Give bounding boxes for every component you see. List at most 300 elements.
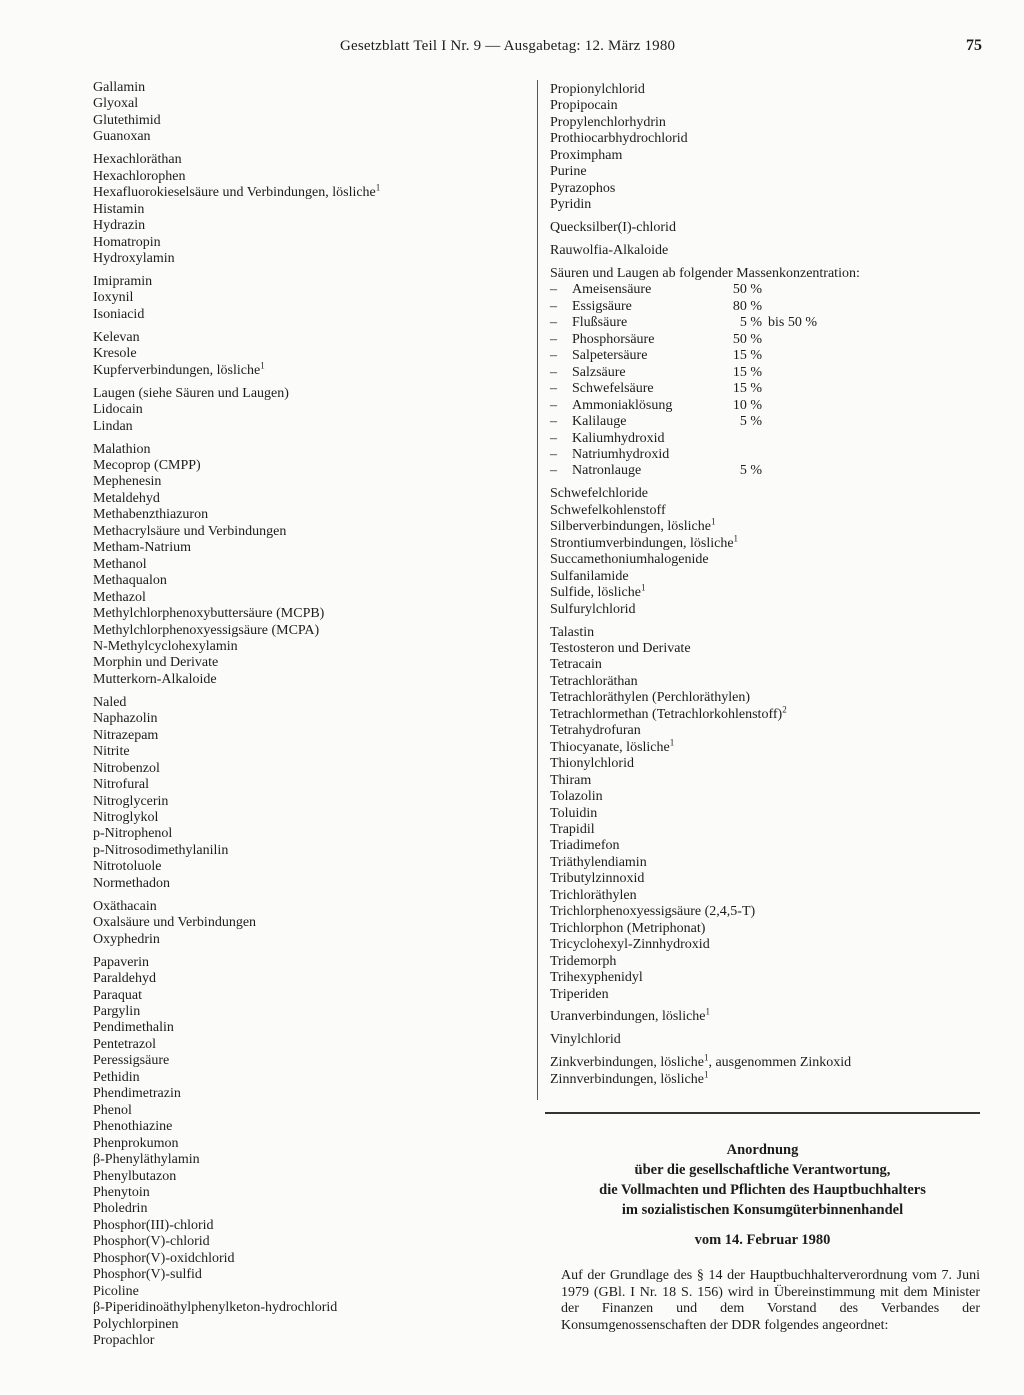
substance-group — [93, 695, 533, 892]
substance-entry — [93, 235, 533, 251]
substance-entry — [550, 181, 980, 197]
substance-name: Tolazolin — [550, 789, 603, 805]
substance-entry — [550, 987, 980, 1003]
substance-name: Paraquat — [93, 987, 142, 1003]
substance-group — [550, 1032, 980, 1048]
acid-concentration: 15 % — [732, 381, 762, 397]
substance-name: Tricyclohexyl-Zinnhydroxid — [550, 937, 710, 953]
substance-name: Silberverbindungen, lösliche — [550, 519, 711, 535]
substance-entry — [93, 843, 533, 859]
substance-entry — [550, 98, 980, 114]
footnote-marker: 1 — [260, 360, 265, 371]
substance-entry — [550, 516, 980, 535]
substance-entry — [93, 899, 533, 915]
substance-group — [93, 899, 533, 948]
header-title: Gesetzblatt Teil I Nr. 9 — Ausgabetag: 12. März 1980 — [340, 38, 676, 54]
substance-name: Phosphor(V)-chlorid — [93, 1234, 210, 1250]
anordnung-title-line: die Vollmachten und Pflichten des Hauptbuchhalters — [599, 1182, 926, 1198]
substance-group — [550, 220, 980, 236]
acid-row — [550, 282, 980, 298]
acid-dash: – — [550, 447, 557, 463]
acid-name: Kalilauge — [572, 414, 627, 430]
substance-name: Triäthylendiamin — [550, 854, 647, 870]
substance-name: β-Phenyläthylamin — [93, 1152, 200, 1168]
anordnung-title — [545, 1140, 980, 1220]
substance-entry — [93, 1317, 533, 1333]
acid-name: Natronlauge — [572, 463, 642, 479]
acid-row — [550, 365, 980, 381]
acid-concentration: 5 % — [739, 414, 762, 430]
substance-name: Oxäthacain — [93, 898, 157, 914]
acid-name: Natriumhydroxid — [572, 447, 670, 463]
substance-name: Phosphor(V)-sulfid — [93, 1267, 202, 1283]
substance-entry — [550, 806, 980, 822]
substance-entry — [93, 695, 533, 711]
substance-name: Glutethimid — [93, 112, 161, 128]
substance-name: Gallamin — [93, 80, 146, 95]
acid-intro: Säuren und Laugen ab folgender Massenkonzentration: — [550, 266, 860, 282]
acid-dash: – — [550, 282, 557, 298]
substance-entry — [550, 674, 980, 690]
substance-entry — [550, 657, 980, 673]
acid-row — [550, 315, 980, 331]
acid-row — [550, 332, 980, 348]
substance-entry — [550, 602, 980, 618]
substance-name: Schwefelkohlenstoff — [550, 502, 666, 518]
substance-entry — [93, 1037, 533, 1053]
acid-row — [550, 348, 980, 364]
substance-name: Phenytoin — [93, 1185, 150, 1200]
substance-name: Kupferverbindungen, lösliche — [93, 362, 261, 378]
substance-name: Mecoprop (CMPP) — [93, 458, 201, 474]
substance-group — [93, 152, 533, 267]
substance-entry — [93, 290, 533, 306]
substance-name: Hexachlorophen — [93, 168, 186, 184]
substance-entry — [550, 625, 980, 641]
substance-name: Pyridin — [550, 197, 592, 213]
acid-rows — [550, 282, 980, 479]
substance-name: Trichlorphenoxyessigsäure (2,4,5-T) — [550, 904, 756, 920]
page-header — [0, 38, 1024, 68]
substance-name: Phenothiazine — [93, 1119, 173, 1135]
substance-name: Oxyphedrin — [93, 931, 160, 947]
substance-name: Nitrite — [93, 744, 130, 760]
footnote-marker: 1 — [710, 516, 716, 527]
substance-entry — [550, 220, 980, 236]
acid-concentration — [722, 431, 762, 447]
anordnung-title-line: Anordnung — [726, 1142, 799, 1158]
substance-entry — [93, 524, 533, 540]
substance-name: Uranverbindungen, lösliche — [550, 1009, 706, 1025]
footnote-marker: 1 — [705, 1006, 711, 1017]
substance-entry — [93, 876, 533, 892]
substance-name: Naphazolin — [93, 711, 158, 727]
substance-entry — [93, 859, 533, 875]
substance-entry — [550, 641, 980, 657]
substance-entry — [93, 655, 533, 671]
substance-name: Kelevan — [93, 329, 140, 345]
substance-name: Phosphor(III)-chlorid — [93, 1217, 214, 1233]
substance-name: Methazol — [93, 589, 146, 605]
substance-entry — [550, 970, 980, 986]
substance-entry — [550, 690, 980, 706]
acid-row — [550, 447, 980, 463]
substance-group — [550, 486, 980, 618]
substance-entry — [93, 1152, 533, 1168]
substance-name: Morphin und Derivate — [93, 655, 219, 671]
substance-name: Tetrahydrofuran — [550, 723, 641, 739]
substance-entry — [550, 773, 980, 789]
substance-name: Papaverin — [93, 954, 149, 970]
footnote-marker: 1 — [733, 533, 739, 544]
substance-group — [550, 1052, 980, 1088]
acid-name: Ameisensäure — [572, 282, 652, 298]
substance-entry — [93, 540, 533, 556]
acid-name: Phosphorsäure — [572, 331, 655, 347]
acid-concentration-upper: bis 50 % — [768, 315, 817, 331]
acid-row — [550, 431, 980, 447]
substance-entry — [93, 474, 533, 490]
acid-concentration: 15 % — [732, 364, 762, 380]
acid-row — [550, 299, 980, 315]
acid-name: Salzsäure — [572, 364, 626, 380]
substance-entry — [93, 202, 533, 218]
substance-name: Tetrachloräthan — [550, 673, 638, 689]
substance-name: Phendimetrazin — [93, 1086, 181, 1102]
substance-name: Tetracain — [550, 657, 602, 673]
substance-entry — [93, 419, 533, 435]
substance-name: Trichlorphon (Metriphonat) — [550, 920, 706, 936]
acid-dash: – — [550, 381, 557, 397]
substance-entry — [550, 131, 980, 147]
substance-entry — [93, 1020, 533, 1036]
substance-entry — [93, 1201, 533, 1217]
substance-name: Picoline — [93, 1283, 139, 1299]
substance-name: Paraldehyd — [93, 971, 156, 987]
footnote-marker: 1 — [669, 737, 675, 748]
substance-entry — [550, 954, 980, 970]
substance-name: Phenprokumon — [93, 1135, 179, 1151]
substance-entry — [93, 1218, 533, 1234]
substance-name: Strontiumverbindungen, lösliche — [550, 535, 734, 551]
substance-name: β-Piperidinoäthylphenylketon-hydrochlorid — [93, 1300, 338, 1316]
acid-dash: – — [550, 414, 557, 430]
acid-row — [550, 398, 980, 414]
anordnung-heading — [545, 1140, 980, 1250]
substance-entry — [550, 756, 980, 772]
substance-name: Quecksilber(I)-chlorid — [550, 220, 676, 236]
substance-name: Testosteron und Derivate — [550, 641, 691, 656]
substance-name: Vinylchlorid — [550, 1032, 621, 1048]
substance-entry — [93, 606, 533, 622]
substance-group — [550, 1006, 980, 1025]
substance-group — [93, 330, 533, 379]
substance-group — [550, 243, 980, 259]
substance-name: Zinnverbindungen, lösliche — [550, 1071, 704, 1087]
acid-name: Schwefelsäure — [572, 381, 654, 397]
substance-entry — [93, 955, 533, 971]
anordnung-title-line: über die gesellschaftliche Verantwortung, — [634, 1162, 891, 1178]
substance-group — [93, 386, 533, 435]
substance-entry — [93, 810, 533, 826]
substance-name: Polychlorpinen — [93, 1316, 179, 1332]
substance-entry — [550, 1032, 980, 1048]
substance-entry — [93, 182, 533, 201]
substance-name: Nitroglycerin — [93, 793, 169, 809]
substance-name: Glyoxal — [93, 96, 139, 112]
acid-row — [550, 463, 980, 479]
acid-concentration: 80 % — [732, 298, 762, 314]
substance-entry — [550, 1052, 980, 1071]
substance-name: Pentetrazol — [93, 1036, 156, 1052]
substance-entry — [93, 129, 533, 145]
substance-name: N-Methylcyclohexylamin — [93, 639, 238, 654]
acid-name: Kaliumhydroxid — [572, 430, 665, 446]
substance-name: p-Nitrosodimethylanilin — [93, 842, 229, 858]
substance-entry — [93, 218, 533, 234]
substance-name: Mutterkorn-Alkaloide — [93, 671, 217, 687]
substance-name: Metaldehyd — [93, 490, 160, 506]
substance-name: Phosphor(V)-oxidchlorid — [93, 1250, 235, 1266]
substance-name: Trapidil — [550, 821, 595, 837]
acid-dash: – — [550, 348, 557, 364]
anordnung-title-line: im sozialistischen Konsumgüterbinnenhandel — [621, 1202, 904, 1218]
substance-entry — [550, 569, 980, 585]
footnote-marker: 2 — [782, 704, 787, 715]
footnote-marker: 1 — [703, 1052, 709, 1063]
substance-name: Nitroglykol — [93, 810, 159, 826]
substance-entry — [93, 672, 533, 688]
substance-name: Imipramin — [93, 273, 153, 289]
substance-entry — [93, 152, 533, 168]
substance-name: Thiocyanate, lösliche — [550, 739, 670, 755]
substance-name: Hexafluorokieselsäure und Verbindungen, lösliche — [93, 185, 376, 201]
substance-name: Purine — [550, 164, 587, 180]
acid-concentration: 5 % — [739, 315, 762, 331]
substance-group — [93, 955, 533, 1350]
substance-name: Methanol — [93, 556, 147, 572]
substance-entry — [93, 1333, 533, 1349]
substance-name: Hydroxylamin — [93, 251, 175, 267]
substance-name: Guanoxan — [93, 129, 151, 145]
substance-name: Lidocain — [93, 402, 143, 418]
substance-entry — [93, 442, 533, 458]
substance-name: Schwefelchloride — [550, 486, 648, 502]
substance-entry — [550, 82, 980, 98]
substance-entry — [550, 1006, 980, 1025]
acid-table — [550, 266, 980, 480]
substance-name: Phenol — [93, 1102, 132, 1118]
substance-entry — [93, 1234, 533, 1250]
substance-name: Proximpham — [550, 147, 623, 163]
substance-entry — [93, 761, 533, 777]
substance-name: Rauwolfia-Alkaloide — [550, 243, 669, 259]
substance-name: Tetrachloräthylen (Perchloräthylen) — [550, 690, 750, 706]
substance-entry — [93, 1267, 533, 1283]
substance-group — [93, 442, 533, 689]
substance-entry — [93, 113, 533, 129]
substance-name: Sulfanilamide — [550, 568, 629, 584]
substance-name: Methylchlorphenoxyessigsäure (MCPA) — [93, 622, 320, 638]
substance-entry — [550, 552, 980, 568]
substance-name: Pendimethalin — [93, 1020, 174, 1036]
substance-entry — [93, 1070, 533, 1086]
substance-entry — [550, 838, 980, 854]
substance-name: Normethadon — [93, 875, 170, 891]
substance-name: Homatropin — [93, 234, 161, 250]
acid-dash: – — [550, 331, 557, 347]
acid-name: Salpetersäure — [572, 348, 648, 364]
substance-entry — [550, 723, 980, 739]
substance-name: Thiram — [550, 772, 592, 788]
substance-entry — [550, 921, 980, 937]
substance-name: Ioxynil — [93, 290, 134, 306]
footnote-marker: 1 — [703, 1069, 709, 1080]
substance-name: Laugen (siehe Säuren und Laugen) — [93, 385, 289, 401]
substance-name: Hexachloräthan — [93, 152, 182, 168]
substance-name: Pyrazophos — [550, 180, 616, 196]
substance-name: Hydrazin — [93, 218, 146, 234]
substance-entry — [550, 1069, 980, 1088]
substance-entry — [93, 1300, 533, 1316]
section-divider — [545, 1112, 980, 1114]
substance-entry — [93, 507, 533, 523]
footnote-marker: 1 — [641, 582, 646, 593]
substance-name: Talastin — [550, 624, 595, 640]
substance-name: Lindan — [93, 418, 133, 434]
substance-entry — [550, 888, 980, 904]
substance-entry — [93, 169, 533, 185]
substance-entry — [550, 164, 980, 180]
substance-entry — [93, 1004, 533, 1020]
acid-dash: – — [550, 315, 557, 331]
right-groups-after — [550, 486, 980, 1088]
column-divider — [537, 80, 538, 1100]
substance-name: Nitrotoluole — [93, 859, 162, 875]
substance-name: Methaqualon — [93, 573, 167, 589]
substance-entry — [93, 1086, 533, 1102]
substance-name: Toluidin — [550, 805, 598, 821]
substance-entry — [93, 1185, 533, 1201]
substance-entry — [550, 789, 980, 805]
substance-name: Methylchlorphenoxybuttersäure (MCPB) — [93, 606, 325, 622]
substance-name: Tetrachlormethan (Tetrachlorkohlenstoff) — [550, 706, 783, 722]
substance-entry — [93, 826, 533, 842]
substance-entry — [93, 251, 533, 267]
substance-name: Triadimefon — [550, 838, 620, 854]
acid-dash: – — [550, 298, 557, 314]
substance-name: Propylenchlorhydrin — [550, 114, 666, 130]
substance-name: Nitrobenzol — [93, 760, 160, 776]
substance-entry — [93, 573, 533, 589]
acid-concentration: 50 % — [732, 331, 762, 347]
substance-entry — [550, 737, 980, 756]
substance-name: Trihexyphenidyl — [550, 970, 643, 986]
substance-entry — [550, 148, 980, 164]
substance-entry — [93, 639, 533, 655]
substance-entry — [93, 346, 533, 362]
substance-name: Zinkverbindungen, lösliche — [550, 1055, 704, 1071]
substance-entry — [93, 988, 533, 1004]
substance-entry — [93, 794, 533, 810]
acid-dash: – — [550, 463, 557, 479]
substance-name: p-Nitrophenol — [93, 826, 173, 842]
substance-entry — [93, 728, 533, 744]
substance-name: Methabenzthiazuron — [93, 507, 209, 523]
substance-entry — [93, 623, 533, 639]
right-column — [550, 82, 980, 1095]
substance-entry — [93, 744, 533, 760]
acid-dash: – — [550, 397, 557, 413]
substance-entry — [550, 904, 980, 920]
substance-entry — [93, 1169, 533, 1185]
right-groups-before — [550, 82, 980, 260]
acid-name: Flußsäure — [572, 315, 628, 331]
substance-entry — [93, 360, 533, 379]
substance-name: Sulfurylchlorid — [550, 601, 636, 617]
substance-name: Methacrylsäure und Verbindungen — [93, 523, 287, 539]
substance-name: Tridemorph — [550, 953, 617, 969]
footnote-marker: 1 — [375, 182, 381, 193]
substance-entry — [93, 711, 533, 727]
substance-entry — [550, 937, 980, 953]
acid-dash: – — [550, 364, 557, 380]
substance-entry — [93, 557, 533, 573]
acid-concentration: 15 % — [732, 348, 762, 364]
substance-entry — [93, 386, 533, 402]
substance-entry — [93, 307, 533, 323]
substance-entry — [550, 115, 980, 131]
anordnung-body — [561, 1268, 980, 1335]
substance-entry — [550, 871, 980, 887]
substance-entry — [93, 1119, 533, 1135]
acid-concentration: 10 % — [732, 397, 762, 413]
substance-entry — [93, 80, 533, 96]
anordnung-date: vom 14. Februar 1980 — [694, 1232, 831, 1248]
substance-entry — [93, 1053, 533, 1069]
acid-concentration: 5 % — [739, 463, 762, 479]
substance-name: Kresole — [93, 346, 137, 362]
substance-name: Metham-Natrium — [93, 540, 191, 556]
substance-entry — [550, 855, 980, 871]
acid-concentration — [722, 447, 762, 463]
acid-row — [550, 414, 980, 430]
substance-entry — [550, 704, 980, 723]
substance-name: Naled — [93, 694, 127, 710]
acid-name: Essigsäure — [572, 298, 632, 314]
substance-name: Sulfide, lösliche — [550, 585, 641, 601]
substance-name: Propionylchlorid — [550, 82, 645, 97]
substance-name: Nitrofural — [93, 777, 149, 793]
substance-group — [93, 80, 533, 146]
substance-name: Propipocain — [550, 98, 618, 114]
substance-group — [550, 82, 980, 214]
acid-dash: – — [550, 430, 557, 446]
substance-name: Propachlor — [93, 1333, 155, 1349]
acid-concentration: 50 % — [732, 282, 762, 298]
substance-entry — [93, 971, 533, 987]
substance-name: Pargylin — [93, 1004, 141, 1020]
substance-entry — [93, 1103, 533, 1119]
substance-name: Nitrazepam — [93, 727, 159, 743]
substance-group — [550, 625, 980, 1003]
substance-entry — [550, 582, 980, 601]
substance-name: Oxalsäure und Verbindungen — [93, 915, 257, 931]
substance-entry — [550, 533, 980, 552]
substance-name: Malathion — [93, 441, 151, 457]
substance-entry — [93, 491, 533, 507]
substance-entry — [550, 486, 980, 502]
